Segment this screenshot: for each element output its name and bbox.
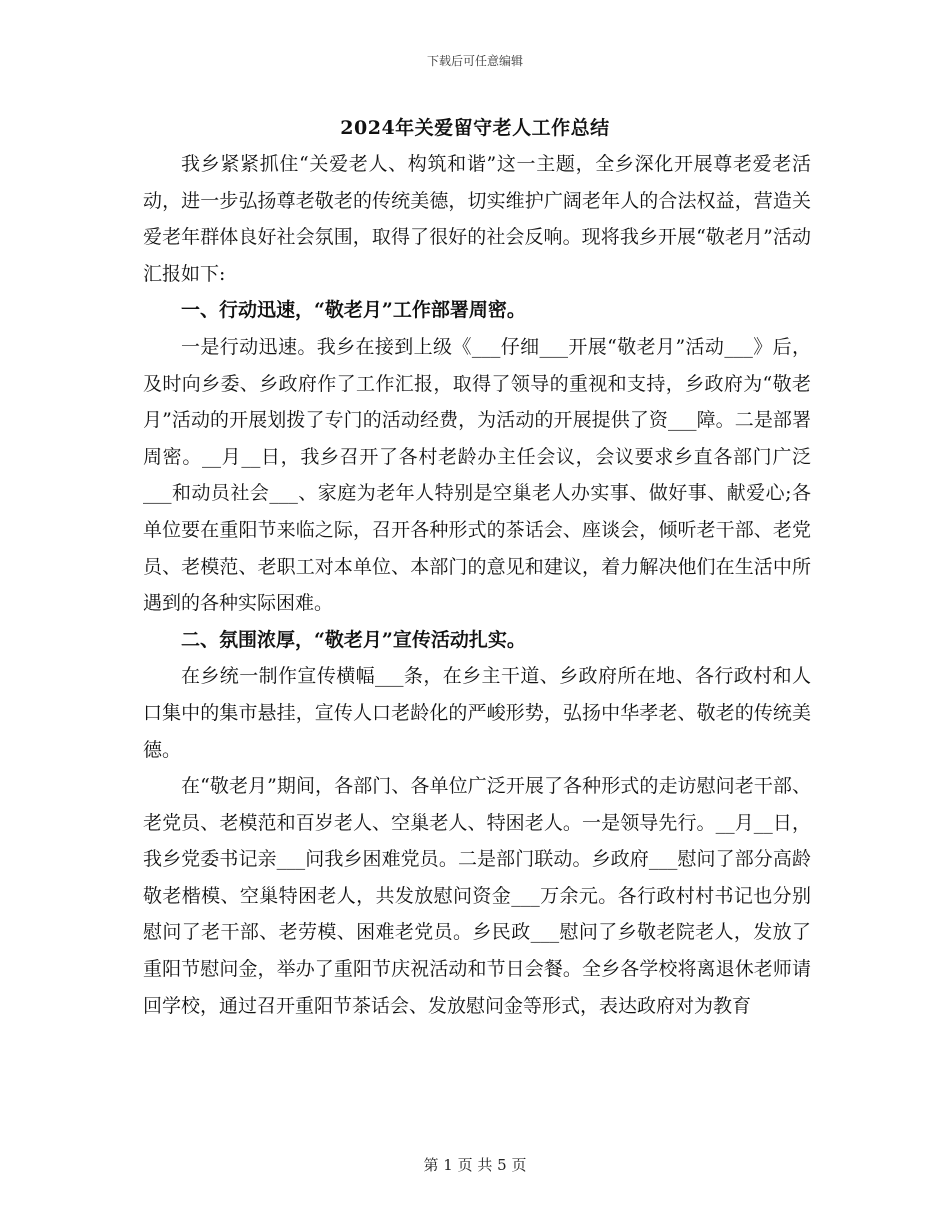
document-body	[143, 146, 811, 1024]
page-number-footer: 第 1 页 共 5 页	[423, 1156, 527, 1174]
section-1-paragraph: 一是行动迅速。我乡在接到上级《___仔细___开展“敬老月”活动___》后，及时向乡委、乡政府作了工作汇报，取得了领导的重视和支持，乡政府为“敬老月”活动的开展划拨了专门的活动经费，为活动的开展提供了资___障。二是部署周密。__月__日，我乡召开了各村老龄办主任会议，会议要求乡直各部门广泛___和动员社会___、家庭为老年人特别是空巢老人办实事、做好事、献爱心;各单位要在重阳节来临之际，召开各种形式的茶话会、座谈会，倾听老干部、老党员、老模范、老职工对本单位、本部门的意见和建议，着力解决他们在生活中所遇到的各种实际困难。	[143, 335, 811, 615]
section-2-paragraph-1: 在乡统一制作宣传横幅___条，在乡主干道、乡政府所在地、各行政村和人口集中的集市悬挂，宣传人口老龄化的严峻形势，弘扬中华孝老、敬老的传统美德。	[143, 665, 811, 761]
section-heading-2: 二、氛围浓厚，“敬老月”宣传活动扎实。	[181, 628, 526, 651]
intro-paragraph: 我乡紧紧抓住“关爱老人、构筑和谐”这一主题，全乡深化开展尊老爱老活动，进一步弘扬尊老敬老的传统美德，切实维护广阔老年人的合法权益，营造关爱老年群体良好社会氛围，取得了很好的社会反响。现将我乡开展“敬老月”活动汇报如下:	[143, 153, 811, 285]
section-2-paragraph-2: 在“敬老月”期间，各部门、各单位广泛开展了各种形式的走访慰问老干部、老党员、老模范和百岁老人、空巢老人、特困老人。一是领导先行。__月__日，我乡党委书记亲___问我乡困难党员。二是部门联动。乡政府___慰问了部分高龄敬老楷模、空巢特困老人，共发放慰问资金___万余元。各行政村村书记也分别慰问了老干部、老劳模、困难老党员。乡民政___慰问了乡敬老院老人，发放了重阳节慰问金，举办了重阳节庆祝活动和节日会餐。全乡各学校将离退休老师请回学校，通过召开重阳节茶话会、发放慰问金等形式，表达政府对为教育	[143, 775, 811, 1017]
document-title: 2024年关爱留守老人工作总结	[340, 117, 610, 139]
section-heading-1: 一、行动迅速，“敬老月”工作部署周密。	[181, 299, 526, 322]
header-note: 下载后可任意编辑	[426, 54, 523, 68]
